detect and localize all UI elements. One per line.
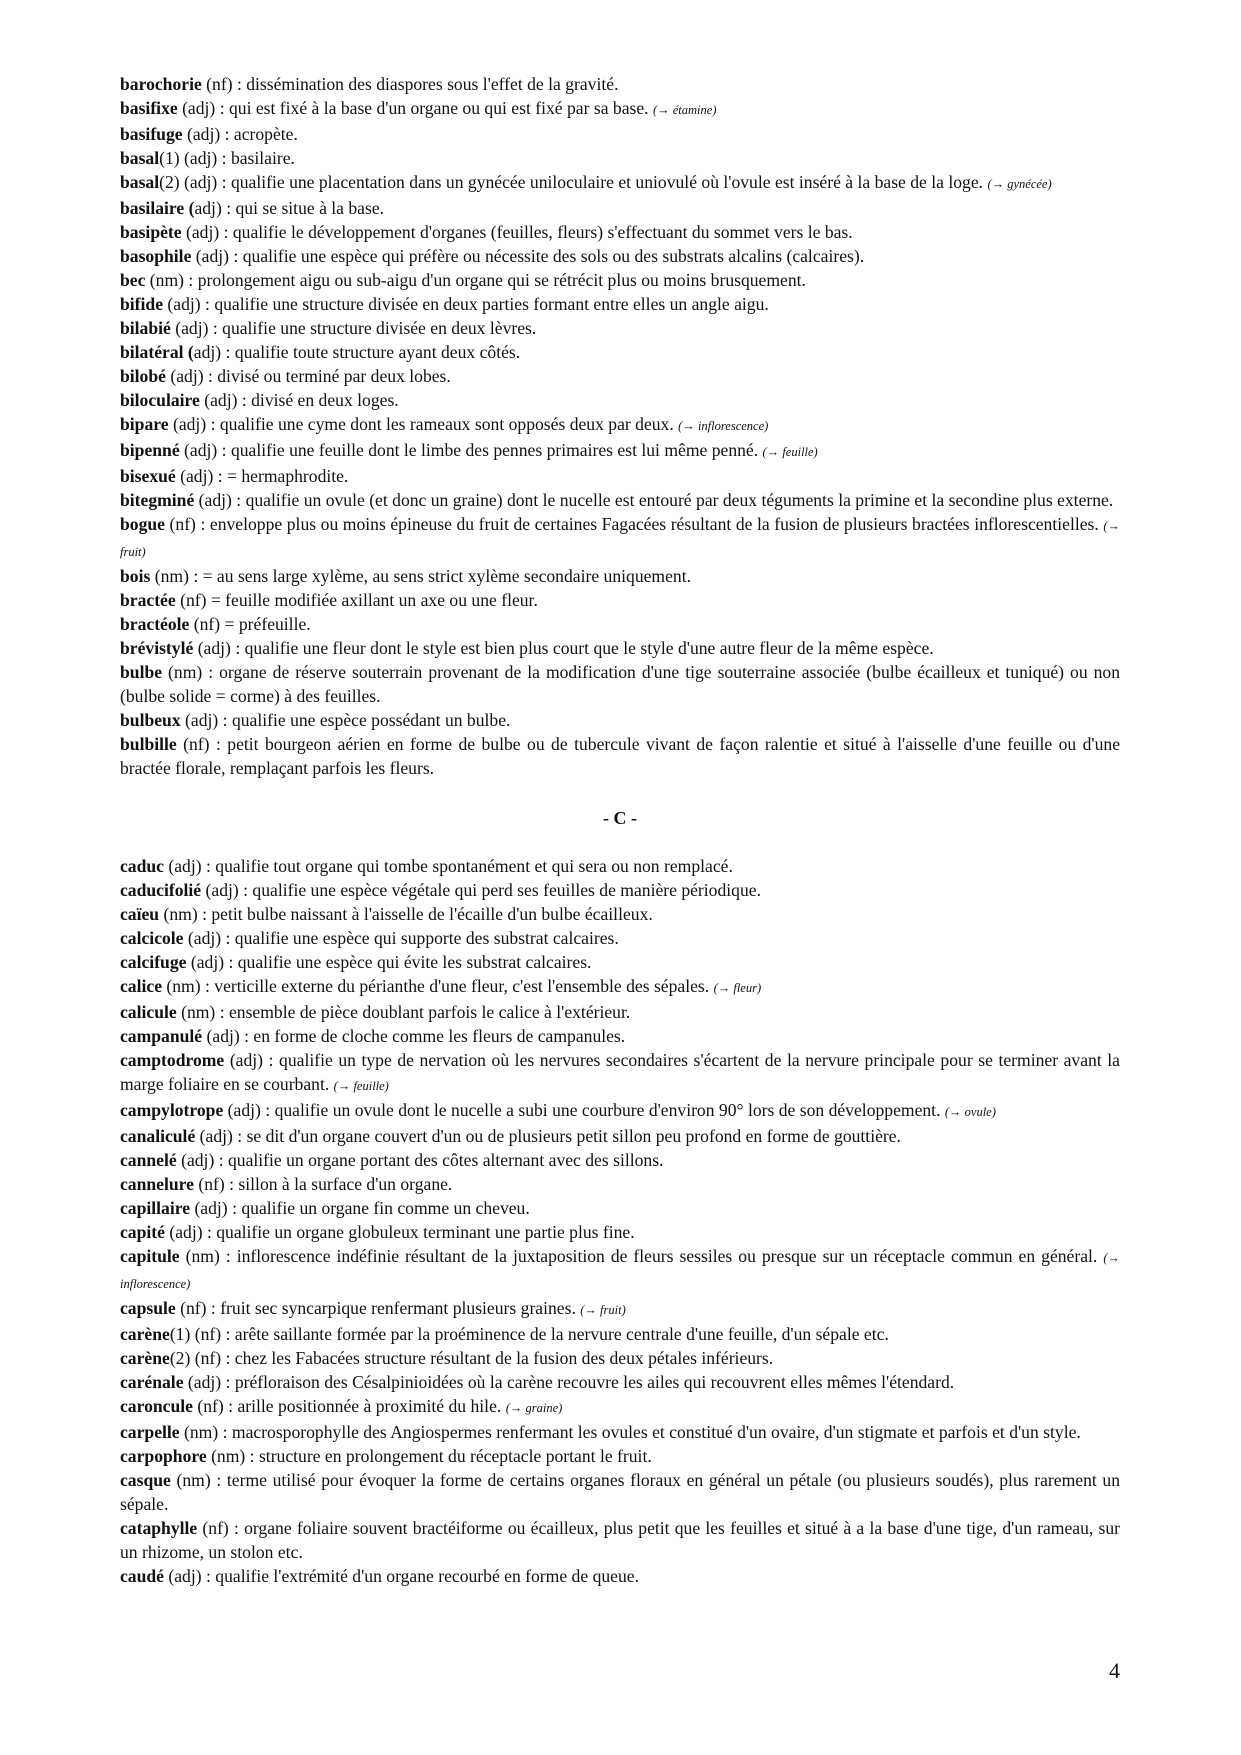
- entry-crossref: (→ fruit): [580, 1303, 626, 1317]
- entry-grammar: (adj): [183, 928, 226, 948]
- entry-grammar: (adj): [163, 294, 206, 314]
- entry-definition: : en forme de cloche comme les fleurs de campanules.: [244, 1026, 626, 1046]
- entry-term: calice: [120, 976, 162, 996]
- entry-term: brévistylé: [120, 638, 194, 658]
- entry-term: bitegminé: [120, 490, 195, 510]
- entry-term: capillaire: [120, 1198, 191, 1218]
- glossary-entry: [120, 72, 1120, 96]
- entry-term: campanulé: [120, 1026, 203, 1046]
- entry-term: bois: [120, 566, 151, 586]
- entry-grammar: adj): [193, 342, 226, 362]
- glossary-entry: [120, 146, 1120, 170]
- entry-grammar: (adj): [177, 98, 220, 118]
- entry-grammar: (adj): [190, 1198, 233, 1218]
- entry-grammar: (nf): [164, 514, 201, 534]
- glossary-entry: [120, 438, 1120, 464]
- entry-definition: : = au sens large xylème, au sens strict xylème secondaire uniquement.: [193, 566, 692, 586]
- glossary-entry: [120, 1172, 1120, 1196]
- entry-definition: : organe foliaire souvent bractéiforme ou écailleux, plus petit que les feuilles et situé à a la base d'une tige, d'un rameau, sur un rhizome, un stolon etc.: [120, 1518, 1120, 1562]
- entry-term: bec: [120, 270, 146, 290]
- entry-definition: : fruit sec syncarpique renfermant plusieurs graines.: [210, 1298, 576, 1318]
- entry-definition: : sillon à la surface d'un organe.: [229, 1174, 453, 1194]
- entry-crossref: (→ ovule): [944, 1105, 996, 1119]
- entry-crossref: (→ fleur): [713, 981, 762, 995]
- glossary-entry: [120, 588, 1120, 612]
- entry-grammar: (adj): [193, 638, 236, 658]
- glossary-page: [120, 72, 1120, 1588]
- glossary-entry: [120, 1322, 1120, 1346]
- entry-definition: : chez les Fabacées structure résultant de la fusion des deux pétales inférieurs.: [225, 1348, 774, 1368]
- entry-definition: : petit bourgeon aérien en forme de bulbe ou de tubercule vivant de façon ralentie et situé à l'aisselle d'une feuille ou d'une bractée florale, remplaçant parfois les fleurs.: [120, 734, 1121, 778]
- entry-term: basal: [120, 172, 160, 192]
- entry-term: bractéole: [120, 614, 190, 634]
- entry-definition: : qualifie un organe portant des côtes alternant avec des sillons.: [218, 1150, 664, 1170]
- entry-term: carène: [120, 1348, 170, 1368]
- entry-definition: : organe de réserve souterrain provenant de la modification d'une tige souterraine associée (bulbe écailleux et tuniqué) ou non (bulbe solide = corme) à des feuilles.: [120, 662, 1120, 706]
- glossary-entry: [120, 340, 1120, 364]
- entry-term: capsule: [120, 1298, 176, 1318]
- entry-term: caïeu: [120, 904, 160, 924]
- glossary-entry: [120, 316, 1120, 340]
- glossary-entry: [120, 926, 1120, 950]
- section-heading-c: - C -: [603, 808, 637, 828]
- entry-term: caducifolié: [120, 880, 202, 900]
- entry-definition: : qualifie une espèce qui préfère ou nécessite des sols ou des substrats alcalins (calcaires).: [233, 246, 865, 266]
- glossary-entry: [120, 1220, 1120, 1244]
- entry-grammar: (adj): [191, 246, 234, 266]
- glossary-entry: [120, 1564, 1120, 1588]
- entry-grammar: (adj): [201, 880, 244, 900]
- entry-grammar: (nf): [193, 1174, 230, 1194]
- entry-definition: : enveloppe plus ou moins épineuse du fruit de certaines Fagacées résultant de la fusion de plusieurs bractées inflorescentielles.: [200, 514, 1099, 534]
- entry-grammar: (adj): [180, 710, 223, 730]
- entry-term: bulbe: [120, 662, 163, 682]
- entry-term: basophile: [120, 246, 192, 266]
- entry-grammar: (adj): [186, 952, 229, 972]
- glossary-entry: [120, 1420, 1120, 1444]
- glossary-list-c: [120, 854, 1120, 1588]
- entry-definition: : ensemble de pièce doublant parfois le calice à l'extérieur.: [219, 1002, 631, 1022]
- entry-definition: : divisé en deux loges.: [241, 390, 399, 410]
- glossary-entry: [120, 1346, 1120, 1370]
- entry-term: barochorie: [120, 74, 202, 94]
- entry-crossref: (→ fruit): [120, 519, 1121, 559]
- entry-grammar: (adj): [163, 1566, 206, 1586]
- entry-definition: : qualifie le développement d'organes (feuilles, fleurs) s'effectuant du sommet vers le bas.: [223, 222, 853, 242]
- page-number: 4: [1109, 1658, 1120, 1683]
- entry-definition: : qualifie un ovule (et donc un graine) dont le nucelle est entouré par deux téguments la primine et la secondine plus externe.: [236, 490, 1114, 510]
- entry-grammar: (nf): [175, 1298, 211, 1318]
- entry-definition: : verticille externe du périanthe d'une fleur, c'est l'ensemble des sépales.: [205, 976, 710, 996]
- entry-definition: : qualifie tout organe qui tombe spontanément et qui sera ou non remplacé.: [206, 856, 733, 876]
- entry-definition: : qualifie un type de nervation où les nervures secondaires s'écartent de la nervure principale pour se terminer avant la marge foliaire en se courbant.: [120, 1050, 1120, 1094]
- glossary-entry: [120, 488, 1120, 512]
- glossary-entry: [120, 196, 1120, 220]
- entry-definition: : qualifie une espèce végétale qui perd ses feuilles de manière périodique.: [243, 880, 761, 900]
- glossary-entry: [120, 412, 1120, 438]
- glossary-entry: [120, 974, 1120, 1000]
- glossary-entry: [120, 1244, 1120, 1296]
- entry-term: bisexué: [120, 466, 176, 486]
- glossary-entry: [120, 1370, 1120, 1394]
- entry-definition: : dissémination des diaspores sous l'effet de la gravité.: [236, 74, 619, 94]
- entry-definition: : terme utilisé pour évoquer la forme de certains organes floraux en général un pétale (ou plusieurs soudés), plus rarement un sépale.: [120, 1470, 1120, 1514]
- entry-definition: : prolongement aigu ou sub-aigu d'un organe qui se rétrécit plus ou moins brusquement.: [188, 270, 806, 290]
- entry-grammar: (adj): [199, 390, 242, 410]
- entry-definition: : qualifie une espèce qui évite les substrat calcaires.: [228, 952, 592, 972]
- glossary-entry: [120, 268, 1120, 292]
- entry-term: basifixe: [120, 98, 178, 118]
- entry-term: basifuge: [120, 124, 183, 144]
- glossary-entry: [120, 244, 1120, 268]
- entry-grammar: (adj): [175, 466, 218, 486]
- entry-grammar: (adj): [176, 1150, 219, 1170]
- entry-grammar: (adj): [223, 1100, 266, 1120]
- entry-term: basipète: [120, 222, 182, 242]
- entry-definition: : qualifie une espèce qui supporte des substrat calcaires.: [225, 928, 619, 948]
- entry-definition: : qualifie toute structure ayant deux côtés.: [225, 342, 521, 362]
- glossary-entry: [120, 1196, 1120, 1220]
- entry-term: cannelure: [120, 1174, 194, 1194]
- entry-definition: : macrosporophylle des Angiospermes renfermant les ovules et constitué d'un ovaire, d'un stigmate et parfois et d'un style.: [222, 1422, 1081, 1442]
- glossary-entry: [120, 292, 1120, 316]
- entry-definition: = préfeuille.: [224, 614, 311, 634]
- entry-definition: : structure en prolongement du réceptacle portant le fruit.: [249, 1446, 652, 1466]
- entry-grammar: (adj): [179, 440, 222, 460]
- glossary-entry: [120, 660, 1120, 708]
- entry-term: basilaire (: [120, 198, 195, 218]
- entry-definition: : qui est fixé à la base d'un organe ou qui est fixé par sa base.: [219, 98, 649, 118]
- entry-grammar: (nf): [189, 614, 225, 634]
- glossary-entry: [120, 1394, 1120, 1420]
- entry-term: carpophore: [120, 1446, 207, 1466]
- entry-definition: = feuille modifiée axillant un axe ou une fleur.: [210, 590, 538, 610]
- entry-term: caroncule: [120, 1396, 193, 1416]
- glossary-entry: [120, 96, 1120, 122]
- entry-grammar: (adj): [163, 856, 206, 876]
- glossary-entry: [120, 220, 1120, 244]
- entry-term: bractée: [120, 590, 176, 610]
- entry-term: bipenné: [120, 440, 180, 460]
- entry-grammar: (adj): [182, 124, 225, 144]
- entry-term: carénale: [120, 1372, 184, 1392]
- entry-definition: : qualifie une structure divisée en deux lèvres.: [212, 318, 537, 338]
- entry-term: bulbille: [120, 734, 177, 754]
- glossary-entry: [120, 1148, 1120, 1172]
- entry-grammar: (nm): [159, 904, 203, 924]
- entry-definition: : qualifie une cyme dont les rameaux sont opposés deux par deux.: [210, 414, 674, 434]
- entry-term: bifide: [120, 294, 164, 314]
- entry-term: calicule: [120, 1002, 177, 1022]
- entry-grammar: (adj): [181, 222, 224, 242]
- entry-definition: : qualifie une fleur dont le style est bien plus court que le style d'une autre fleur de la même espèce.: [235, 638, 934, 658]
- entry-grammar: (adj): [165, 366, 208, 386]
- entry-term: capitule: [120, 1246, 180, 1266]
- entry-crossref: (→ feuille): [762, 445, 818, 459]
- entry-crossref: (→ graine): [505, 1401, 563, 1415]
- entry-definition: : qualifie une placentation dans un gynécée uniloculaire et uniovulé où l'ovule est inséré à la base de la loge.: [221, 172, 984, 192]
- glossary-entry: [120, 878, 1120, 902]
- entry-definition: : petit bulbe naissant à l'aisselle de l'écaille d'un bulbe écailleux.: [202, 904, 653, 924]
- glossary-entry: [120, 1516, 1120, 1564]
- glossary-entry: [120, 1296, 1120, 1322]
- entry-grammar: (1) (nf): [169, 1324, 226, 1344]
- entry-grammar: (nm): [179, 1422, 223, 1442]
- entry-definition: : qui se situe à la base.: [226, 198, 385, 218]
- glossary-entry: [120, 708, 1120, 732]
- glossary-entry: [120, 1468, 1120, 1516]
- entry-definition: : qualifie une espèce possédant un bulbe.: [222, 710, 511, 730]
- entry-definition: : qualifie une feuille dont le limbe des pennes primaires est lui même penné.: [221, 440, 759, 460]
- entry-grammar: (nf): [201, 74, 237, 94]
- glossary-entry: [120, 364, 1120, 388]
- glossary-entry: [120, 1124, 1120, 1148]
- glossary-entry: [120, 950, 1120, 974]
- entry-grammar: (nf): [176, 734, 216, 754]
- glossary-entry: [120, 1444, 1120, 1468]
- entry-grammar: (1) (adj): [159, 148, 222, 168]
- entry-grammar: (nm): [176, 1002, 220, 1022]
- entry-term: calcicole: [120, 928, 184, 948]
- entry-term: bogue: [120, 514, 165, 534]
- entry-definition: : qualifie un organe globuleux terminant une partie plus fine.: [206, 1222, 635, 1242]
- entry-grammar: (nf): [175, 590, 211, 610]
- entry-term: caudé: [120, 1566, 164, 1586]
- entry-crossref: (→ feuille): [333, 1079, 389, 1093]
- entry-definition: : se dit d'un organe couvert d'un ou de plusieurs petit sillon peu profond en forme de gouttière.: [237, 1126, 901, 1146]
- entry-grammar: (adj): [168, 414, 211, 434]
- glossary-entry: [120, 170, 1120, 196]
- entry-definition: : inflorescence indéfinie résultant de la juxtaposition de fleurs sessiles ou presque sur un réceptacle commun en général.: [225, 1246, 1098, 1266]
- entry-definition: : divisé ou terminé par deux lobes.: [207, 366, 451, 386]
- entry-definition: : qualifie un organe fin comme un cheveu.: [232, 1198, 530, 1218]
- glossary-entry: [120, 464, 1120, 488]
- glossary-entry: [120, 854, 1120, 878]
- entry-grammar: (adj): [170, 318, 213, 338]
- entry-term: cannelé: [120, 1150, 177, 1170]
- entry-grammar: (adj): [183, 1372, 226, 1392]
- entry-definition: : acropète.: [224, 124, 298, 144]
- glossary-entry: [120, 732, 1120, 780]
- glossary-entry: [120, 388, 1120, 412]
- entry-grammar: (nm): [162, 662, 209, 682]
- entry-definition: : = hermaphrodite.: [217, 466, 349, 486]
- glossary-entry: [120, 122, 1120, 146]
- entry-definition: : arille positionnée à proximité du hile.: [228, 1396, 502, 1416]
- entry-grammar: (2) (nf): [169, 1348, 226, 1368]
- glossary-entry: [120, 636, 1120, 660]
- entry-term: carène: [120, 1324, 170, 1344]
- entry-term: camptodrome: [120, 1050, 225, 1070]
- entry-crossref: (→ étamine): [652, 103, 717, 117]
- glossary-entry: [120, 902, 1120, 926]
- glossary-entry: [120, 1000, 1120, 1024]
- entry-grammar: (2) (adj): [159, 172, 222, 192]
- glossary-entry: [120, 564, 1120, 588]
- entry-definition: : qualifie un ovule dont le nucelle a subi une courbure d'environ 90° lors de son développement.: [265, 1100, 941, 1120]
- glossary-entry: [120, 612, 1120, 636]
- glossary-entry: [120, 512, 1120, 564]
- entry-term: cataphylle: [120, 1518, 198, 1538]
- entry-crossref: (→ inflorescence): [120, 1251, 1121, 1291]
- entry-term: bilatéral (: [120, 342, 194, 362]
- entry-grammar: (nm): [162, 976, 205, 996]
- entry-grammar: adj): [194, 198, 227, 218]
- entry-definition: : arête saillante formée par la proéminence de la nervure centrale d'une feuille, d'un sépale etc.: [225, 1324, 889, 1344]
- entry-term: bilobé: [120, 366, 166, 386]
- entry-grammar: (nf): [192, 1396, 229, 1416]
- entry-term: bilabié: [120, 318, 171, 338]
- entry-grammar: (adj): [224, 1050, 269, 1070]
- entry-term: campylotrope: [120, 1100, 224, 1120]
- glossary-entry: [120, 1024, 1120, 1048]
- entry-grammar: (adj): [164, 1222, 207, 1242]
- entry-term: calcifuge: [120, 952, 187, 972]
- entry-grammar: (nm): [206, 1446, 250, 1466]
- entry-grammar: (nm): [170, 1470, 217, 1490]
- entry-crossref: (→ gynécée): [987, 177, 1052, 191]
- entry-term: caduc: [120, 856, 164, 876]
- entry-grammar: (nm): [179, 1246, 226, 1266]
- entry-grammar: (adj): [195, 1126, 238, 1146]
- entry-term: bipare: [120, 414, 169, 434]
- entry-term: casque: [120, 1470, 171, 1490]
- entry-definition: : qualifie une structure divisée en deux parties formant entre elles un angle aigu.: [205, 294, 769, 314]
- entry-definition: : préfloraison des Césalpinioidées où la carène recouvre les ailes qui recouvrent elles mêmes l'étendard.: [225, 1372, 955, 1392]
- entry-term: bulbeux: [120, 710, 181, 730]
- entry-grammar: (nm): [150, 566, 194, 586]
- entry-definition: : qualifie l'extrémité d'un organe recourbé en forme de queue.: [206, 1566, 639, 1586]
- glossary-entry: [120, 1098, 1120, 1124]
- glossary-entry: [120, 1048, 1120, 1098]
- entry-definition: : basilaire.: [221, 148, 295, 168]
- entry-term: basal: [120, 148, 160, 168]
- entry-grammar: (nf): [197, 1518, 234, 1538]
- entry-term: capité: [120, 1222, 165, 1242]
- entry-term: carpelle: [120, 1422, 180, 1442]
- entry-crossref: (→ inflorescence): [678, 419, 769, 433]
- entry-grammar: (nm): [145, 270, 189, 290]
- glossary-list-b: [120, 72, 1120, 780]
- entry-term: biloculaire: [120, 390, 200, 410]
- entry-grammar: (adj): [194, 490, 237, 510]
- entry-grammar: (adj): [202, 1026, 245, 1046]
- entry-term: canaliculé: [120, 1126, 196, 1146]
